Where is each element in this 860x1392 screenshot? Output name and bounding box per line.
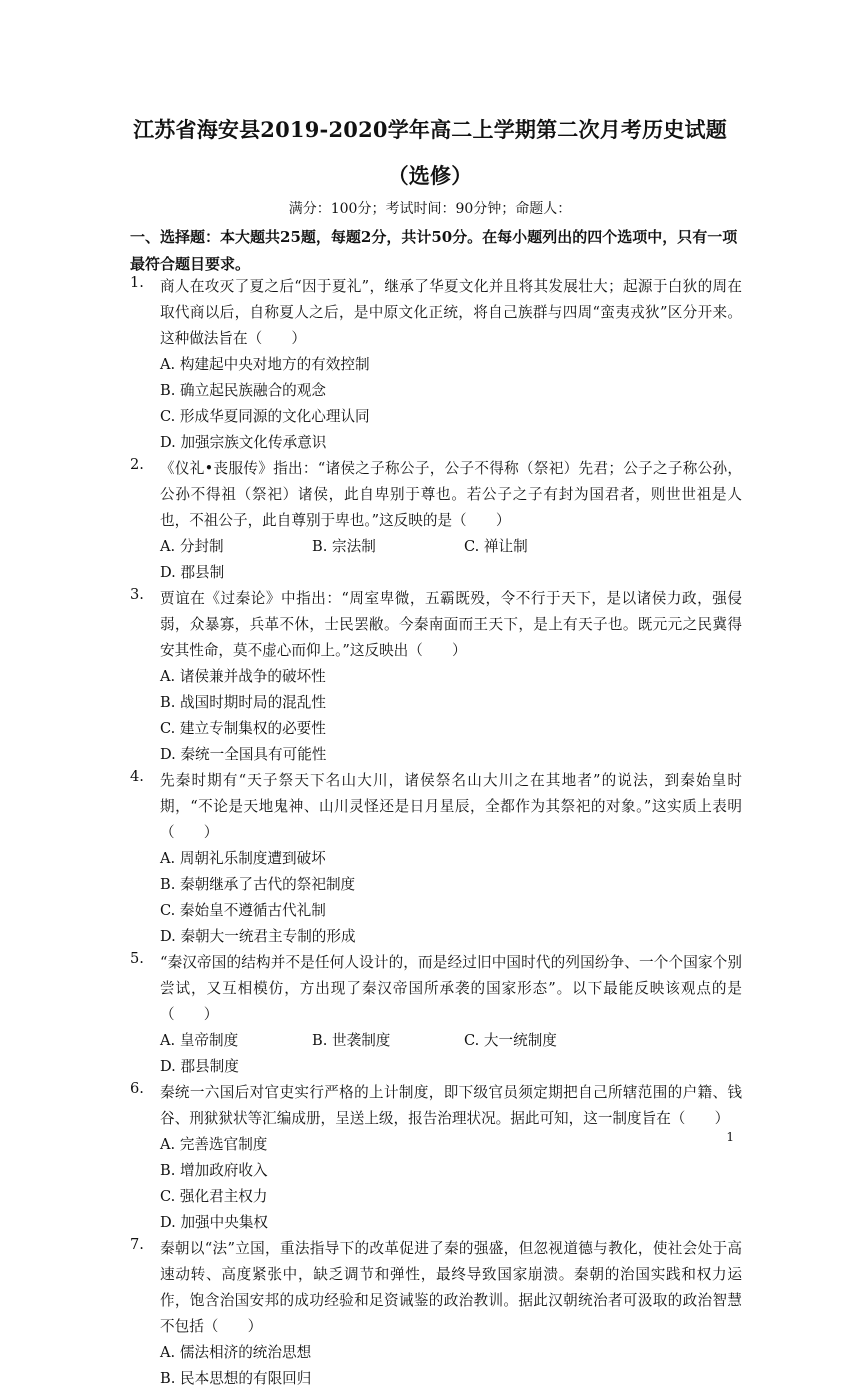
options	[160, 534, 742, 586]
question-7	[130, 1236, 742, 1392]
exam-info: 满分：100分；考试时间：90分钟；命题人：	[288, 201, 572, 217]
option-a: A. 儒法相济的统治思想	[160, 1344, 312, 1361]
option-d: D. 加强中央集权	[160, 1214, 269, 1231]
option-c: C. 强化君主权力	[160, 1188, 268, 1205]
question-5	[130, 950, 742, 1080]
option-c: C. 建立专制集权的必要性	[160, 720, 326, 737]
option-b: B. 宗法制	[312, 538, 376, 555]
question-text: 秦统一六国后对官吏实行严格的上计制度，即下级官员须定期把自己所辖范围的户籍、钱谷、刑狱狱状等汇编成册，呈送上级，报告治理状况。据此可知，这一制度旨在（ ）	[160, 1084, 742, 1127]
question-text: 先秦时期有“天子祭天下名山大川，诸侯祭名山大川之在其地者”的说法，到秦始皇时期，“不论是天地鬼神、山川灵怪还是日月星辰，全都作为其祭祀的对象。”这实质上表明（ ）	[160, 772, 742, 841]
option-b: B. 增加政府收入	[160, 1162, 268, 1179]
option-d: D. 加强宗族文化传承意识	[160, 434, 327, 451]
option-a: A. 诸侯兼并战争的破坏性	[160, 668, 326, 685]
question-number: 2.	[130, 456, 144, 473]
question-number: 5.	[130, 950, 144, 967]
question-6	[130, 1080, 742, 1236]
options	[160, 1340, 742, 1392]
option-c: C. 形成华夏同源的文化心理认同	[160, 408, 370, 425]
question-text: “秦汉帝国的结构并不是任何人设计的，而是经过旧中国时代的列国纷争、一个个国家个别尝试，又互相模仿，方出现了秦汉帝国所承袭的国家形态”。以下最能反映该观点的是（ ）	[160, 954, 742, 1023]
option-c: C. 禅让制	[464, 538, 528, 555]
question-number: 4.	[130, 768, 144, 785]
question-number: 3.	[130, 586, 144, 603]
question-number: 7.	[130, 1236, 144, 1253]
question-3	[130, 586, 742, 768]
option-b: B. 秦朝继承了古代的祭祀制度	[160, 876, 356, 893]
option-a: A. 皇帝制度	[160, 1032, 239, 1049]
options	[160, 352, 742, 456]
option-a: A. 构建起中央对地方的有效控制	[160, 356, 370, 373]
question-2	[130, 456, 742, 586]
option-a: A. 完善选官制度	[160, 1136, 268, 1153]
exam-subtitle: （选修）	[387, 163, 473, 188]
question-text: 贾谊在《过秦论》中指出：“周室卑微，五霸既殁，令不行于天下，是以诸侯力政，强侵弱，众暴寡，兵革不休，士民罢敝。今秦南面而王天下，是上有天子也。既元元之民冀得安其性命，莫不虚心而仰上。”这反映出（ ）	[160, 590, 742, 659]
option-b: B. 民本思想的有限回归	[160, 1370, 312, 1387]
section-heading: 一、选择题：本大题共25题，每题2分，共计50分。在每小题列出的四个选项中，只有一项最符合题目要求。	[130, 228, 738, 273]
options	[160, 1028, 742, 1080]
option-d: D. 郡县制	[160, 564, 225, 581]
option-b: B. 战国时期时局的混乱性	[160, 694, 326, 711]
page-number: 1	[726, 1130, 734, 1144]
option-b: B. 世袭制度	[312, 1032, 391, 1049]
option-d: D. 秦统一全国具有可能性	[160, 746, 327, 763]
option-d: D. 郡县制度	[160, 1058, 239, 1075]
option-c: C. 大一统制度	[464, 1032, 557, 1049]
options	[160, 846, 742, 950]
options	[160, 664, 742, 768]
question-text: 商人在攻灭了夏之后“因于夏礼”，继承了华夏文化并且将其发展壮大；起源于白狄的周在取代商以后，自称夏人之后，是中原文化正统，将自己族群与四周“蛮夷戎狄”区分开来。这种做法旨在（ ）	[160, 278, 742, 347]
option-a: A. 分封制	[160, 538, 224, 555]
question-4	[130, 768, 742, 950]
question-number: 6.	[130, 1080, 144, 1097]
options	[160, 1132, 742, 1236]
question-text: 秦朝以“法”立国，重法指导下的改革促进了秦的强盛，但忽视道德与教化，使社会处于高速动转、高度紧张中，缺乏调节和弹性，最终导致国家崩溃。秦朝的治国实践和权力运作，饱含治国安邦的成功经验和足资诫鉴的政治教训。据此汉朝统治者可汲取的政治智慧不包括（ ）	[160, 1240, 742, 1335]
question-1	[130, 274, 742, 456]
question-text: 《仪礼•丧服传》指出：“诸侯之子称公子，公子不得称（祭祀）先君；公子之子称公孙，公孙不得祖（祭祀）诸侯，此自卑别于尊也。若公子之子有封为国君者，则世世祖是人也，不祖公子，此自尊别于卑也。”这反映的是（ ）	[160, 460, 742, 529]
option-c: C. 秦始皇不遵循古代礼制	[160, 902, 326, 919]
option-d: D. 秦朝大一统君主专制的形成	[160, 928, 356, 945]
option-a: A. 周朝礼乐制度遭到破坏	[160, 850, 326, 867]
exam-title: 江苏省海安县2019-2020学年高二上学期第二次月考历史试题	[133, 117, 727, 142]
question-number: 1.	[130, 274, 144, 291]
option-b: B. 确立起民族融合的观念	[160, 382, 326, 399]
question-list	[130, 274, 742, 1392]
